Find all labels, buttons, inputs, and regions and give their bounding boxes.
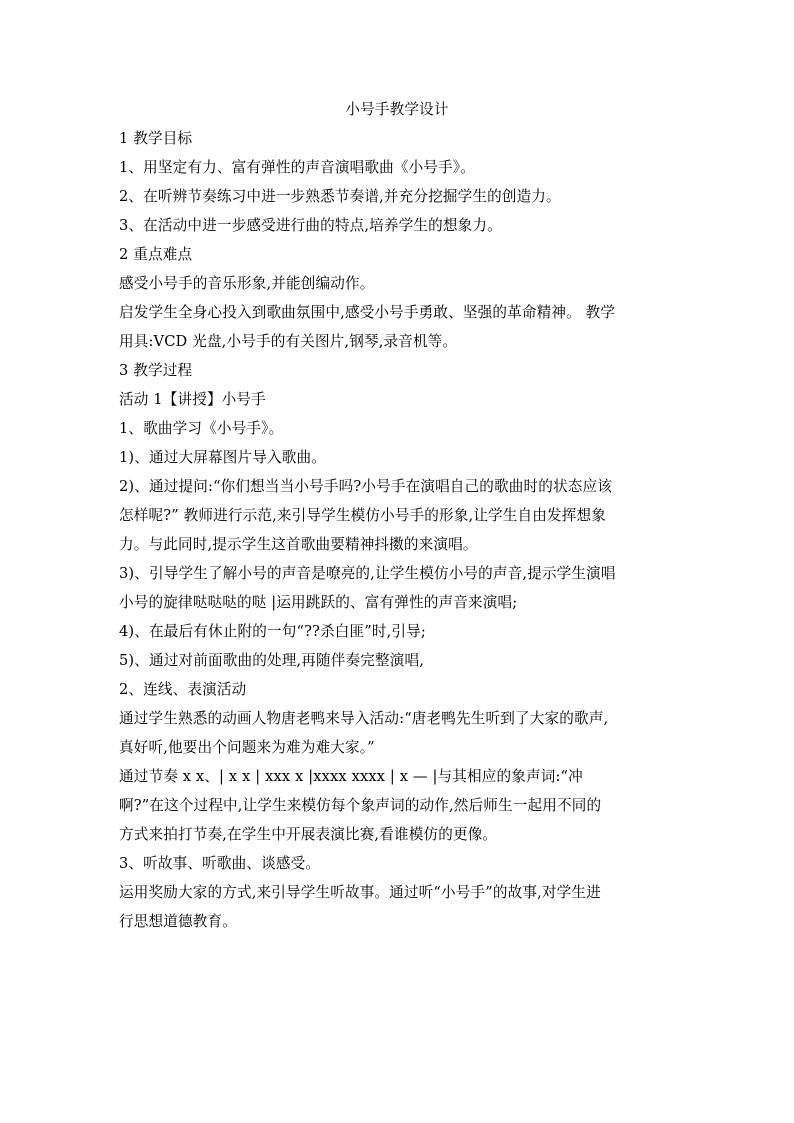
story-line-1: 运用奖励大家的方式,来引导学生听故事。通过听“小号手”的故事,对学生进 — [119, 884, 601, 901]
substep-2-line-3: 力。与此同时,提示学生这首歌曲要精神抖擞的来演唱。 — [119, 536, 478, 553]
section-heading-process: 3 教学过程 — [119, 362, 193, 379]
document-body — [119, 95, 675, 936]
substep-4: 4)、在最后有休止附的一句“??杀白匪”时,引导; — [119, 623, 426, 640]
rhythm-line-1: 通过节奏 x x、| x x | xxx x |xxxx xxxx | x — |与其相应的象声词:“冲 — [119, 768, 583, 785]
substep-1: 1)、通过大屏幕图片导入歌曲。 — [119, 449, 326, 466]
matching-line-1: 通过学生熟悉的动画人物唐老鸭来导入活动:“唐老鸭先生听到了大家的歌声, — [119, 710, 609, 727]
key-point-2-line-2: 用具:VCD 光盘,小号手的有关图片,钢琴,录音机等。 — [119, 333, 458, 350]
story-line-2: 行思想道德教育。 — [119, 913, 237, 930]
substep-5: 5)、通过对前面歌曲的处理,再随伴奏完整演唱, — [119, 652, 424, 669]
substep-3-line-2: 小号的旋律哒哒哒的哒 |运用跳跃的、富有弹性的声音来演唱; — [119, 594, 518, 611]
objective-3: 3、在活动中进一步感受进行曲的特点,培养学生的想象力。 — [119, 217, 502, 234]
matching-line-2: 真好听,他要出个问题来为难为难大家。” — [119, 739, 375, 756]
objective-2: 2、在听辨节奏练习中进一步熟悉节奏谱,并充分挖掘学生的创造力。 — [119, 188, 561, 205]
step-heading-matching: 2、连线、表演活动 — [119, 681, 247, 698]
document-title: 小号手教学设计 — [345, 101, 449, 118]
rhythm-line-2: 啊?”在这个过程中,让学生来模仿每个象声词的动作,然后师生一起用不同的 — [119, 797, 602, 814]
rhythm-line-3: 方式来拍打节奏,在学生中开展表演比赛,看谁模仿的更像。 — [119, 826, 498, 843]
substep-2-line-1: 2)、通过提问:“你们想当当小号手吗?小号手在演唱自己的歌曲时的状态应该 — [119, 478, 612, 495]
substep-2-line-2: 怎样呢?” 教师进行示范,来引导学生模仿小号手的形象,让学生自由发挥想象 — [119, 507, 607, 524]
step-heading-song-learning: 1、歌曲学习《小号手》。 — [119, 420, 284, 437]
section-heading-objectives: 1 教学目标 — [119, 130, 193, 147]
key-point-2-line-1: 启发学生全身心投入到歌曲氛围中,感受小号手勇敢、坚强的革命精神。 教学 — [119, 304, 616, 321]
activity-heading: 活动 1【讲授】小号手 — [119, 391, 266, 408]
section-heading-key-points: 2 重点难点 — [119, 246, 193, 263]
step-heading-story: 3、听故事、听歌曲、谈感受。 — [119, 855, 321, 872]
substep-3-line-1: 3)、引导学生了解小号的声音是嘹亮的,让学生模仿小号的声音,提示学生演唱 — [119, 565, 616, 582]
objective-1: 1、用坚定有力、富有弹性的声音演唱歌曲《小号手》。 — [119, 159, 475, 176]
key-point-1: 感受小号手的音乐形象,并能创编动作。 — [119, 275, 375, 292]
